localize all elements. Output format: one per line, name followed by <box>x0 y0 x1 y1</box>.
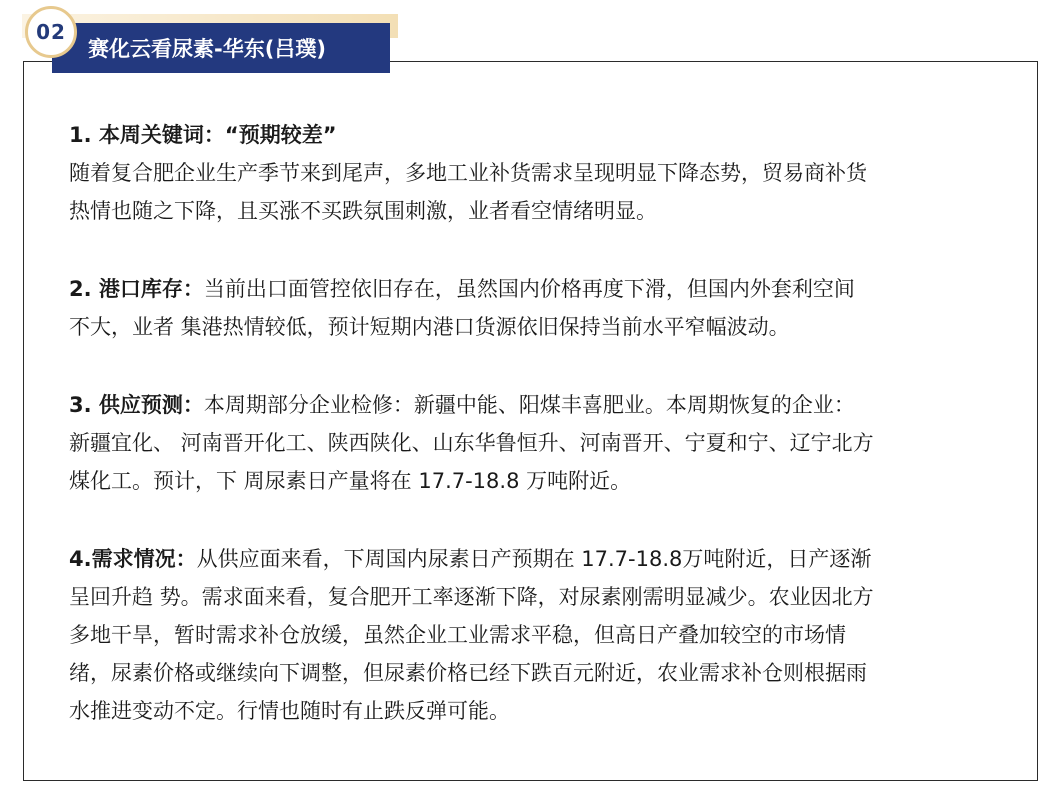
paragraph-line: 热情也随之下降，且买涨不买跌氛围刺激，业者看空情绪明显。 <box>69 199 657 223</box>
paragraph-line: 绪，尿素价格或继续向下调整，但尿素价格已经下跌百元附近，农业需求补仓则根据雨 <box>69 661 867 685</box>
title-bar <box>52 23 390 73</box>
section-number: 02 <box>36 20 66 44</box>
section-heading: 2. 港口库存： <box>69 277 204 301</box>
paragraph-line: 水推进变动不定。行情也随时有止跌反弹可能。 <box>69 699 510 723</box>
section-heading: 1. 本周关键词：“预期较差” <box>69 123 337 147</box>
paragraph-line: 从供应面来看，下周国内尿素日产预期在 17.7-18.8万吨附近，日产逐渐 <box>196 547 872 571</box>
section-heading: 4.需求情况： <box>69 547 197 571</box>
section-demand <box>69 540 999 730</box>
paragraph-line: 呈回升趋 势。需求面来看，复合肥开工率逐渐下降，对尿素刚需明显减少。农业因北方 <box>69 585 874 609</box>
paragraph-line: 本周期部分企业检修：新疆中能、阳煤丰喜肥业。本周期恢复的企业： <box>203 393 855 417</box>
page-title: 赛化云看尿素-华东(吕璞) <box>88 37 326 61</box>
section-supply-forecast <box>69 386 999 500</box>
section-keywords <box>69 116 999 230</box>
paragraph-line: 当前出口面管控依旧存在，虽然国内价格再度下滑，但国内外套利空间 <box>203 277 855 301</box>
section-port-inventory <box>69 270 999 346</box>
content-body <box>69 116 999 770</box>
paragraph-line: 多地干旱，暂时需求补仓放缓，虽然企业工业需求平稳，但高日产叠加较空的市场情 <box>69 623 846 647</box>
section-heading: 3. 供应预测： <box>69 393 204 417</box>
paragraph-line: 煤化工。预计，下 周尿素日产量将在 17.7-18.8 万吨附近。 <box>69 469 632 493</box>
paragraph-line: 随着复合肥企业生产季节来到尾声，多地工业补货需求呈现明显下降态势，贸易商补货 <box>69 161 867 185</box>
section-number-badge <box>25 6 77 58</box>
paragraph-line: 不大，业者 集港热情较低，预计短期内港口货源依旧保持当前水平窄幅波动。 <box>69 315 790 339</box>
paragraph-line: 新疆宜化、 河南晋开化工、陕西陕化、山东华鲁恒升、河南晋开、宁夏和宁、辽宁北方 <box>69 431 874 455</box>
